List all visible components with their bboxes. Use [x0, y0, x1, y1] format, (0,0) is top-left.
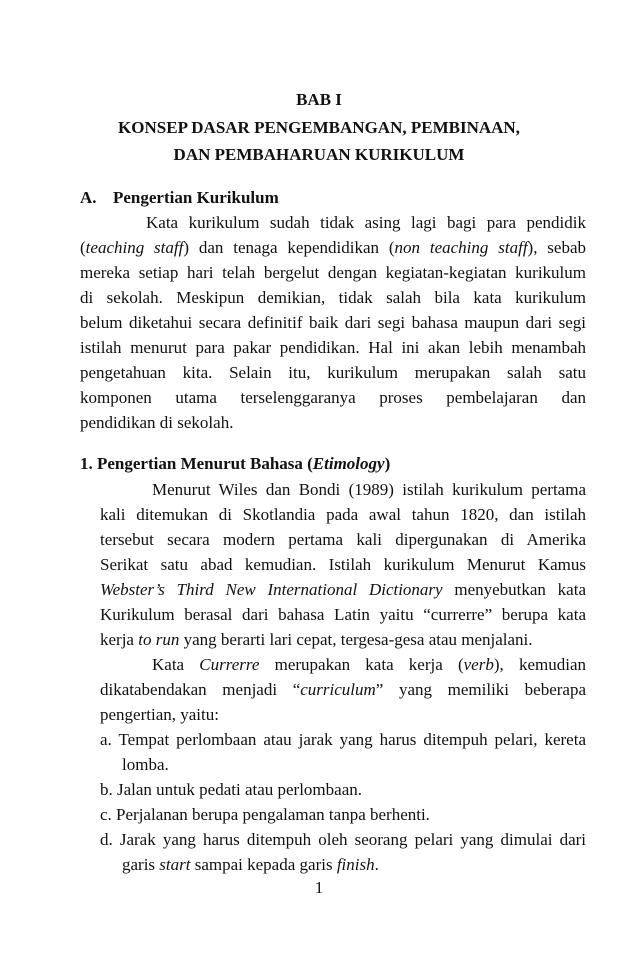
section-a-title: Pengertian Kurikulum — [113, 188, 279, 207]
chapter-title-line2: DAN PEMBAHARUAN KURIKULUM — [173, 145, 465, 164]
section-a-line-3: mereka setiap hari telah bergelut dengan kegiatan-kegiatan kurikulum — [80, 263, 586, 282]
section-a-line-2: (teaching staff) dan tenaga kependidikan (non teaching staff), sebab — [80, 238, 586, 257]
chapter-title-line1: KONSEP DASAR PENGEMBANGAN, PEMBINAAN, — [118, 118, 520, 137]
chapter-label: BAB I — [296, 90, 342, 109]
section-1-p1-line-4: Serikat satu abad kemudian. Istilah kurikulum Menurut Kamus — [100, 555, 586, 574]
section-1-p1-line-2: kali ditemukan di Skotlandia pada awal tahun 1820, dan istilah — [100, 505, 586, 524]
section-1-p2-line-3: pengertian, yaitu: — [100, 705, 219, 724]
section-a-line-1: Kata kurikulum sudah tidak asing lagi bagi para pendidik — [146, 213, 586, 232]
section-1-p2-line-2: dikatabendakan menjadi “curriculum” yang memiliki beberapa — [100, 680, 586, 699]
section-a-line-4: di sekolah. Meskipun demikian, tidak salah bila kata kurikulum — [80, 288, 586, 307]
section-a-line-8: komponen utama terselenggaranya proses pembelajaran dan — [80, 388, 586, 407]
list-item-a: a. Tempat perlombaan atau jarak yang harus ditempuh pelari, kereta — [100, 730, 586, 749]
list-item-a-cont: lomba. — [122, 755, 169, 774]
list-item-b: b. Jalan untuk pedati atau perlombaan. — [100, 780, 362, 799]
section-1-p1-line-5: Webster’s Third New International Dictionary menyebutkan kata — [100, 580, 586, 599]
section-a-line-6: istilah menurut para pakar pendidikan. Hal ini akan lebih menambah — [80, 338, 586, 357]
list-item-c: c. Perjalanan berupa pengalaman tanpa berhenti. — [100, 805, 430, 824]
section-1-p1-line-1: Menurut Wiles dan Bondi (1989) istilah kurikulum pertama — [152, 480, 586, 499]
section-a-line-5: belum diketahui secara definitif baik dari segi bahasa maupun dari segi — [80, 313, 586, 332]
section-1-p1-line-6: Kurikulum berasal dari bahasa Latin yaitu “currerre” berupa kata — [100, 605, 586, 624]
section-a-line-9: pendidikan di sekolah. — [80, 413, 234, 432]
section-1-title: 1. Pengertian Menurut Bahasa (Etimology) — [80, 454, 391, 473]
section-1-p1-line-3: tersebut secara modern pertama kali dipergunakan di Amerika — [100, 530, 586, 549]
list-item-d-cont: garis start sampai kepada garis finish. — [122, 855, 379, 874]
list-item-d: d. Jarak yang harus ditempuh oleh seorang pelari yang dimulai dari — [100, 830, 586, 849]
page-number: 1 — [314, 878, 324, 897]
section-a-line-7: pengetahuan kita. Selain itu, kurikulum merupakan salah satu — [80, 363, 586, 382]
section-1-p2-line-1: Kata Currerre merupakan kata kerja (verb), kemudian — [152, 655, 586, 674]
section-a-marker: A. — [80, 188, 97, 207]
section-1-p1-line-7: kerja to run yang berarti lari cepat, tergesa-gesa atau menjalani. — [100, 630, 533, 649]
